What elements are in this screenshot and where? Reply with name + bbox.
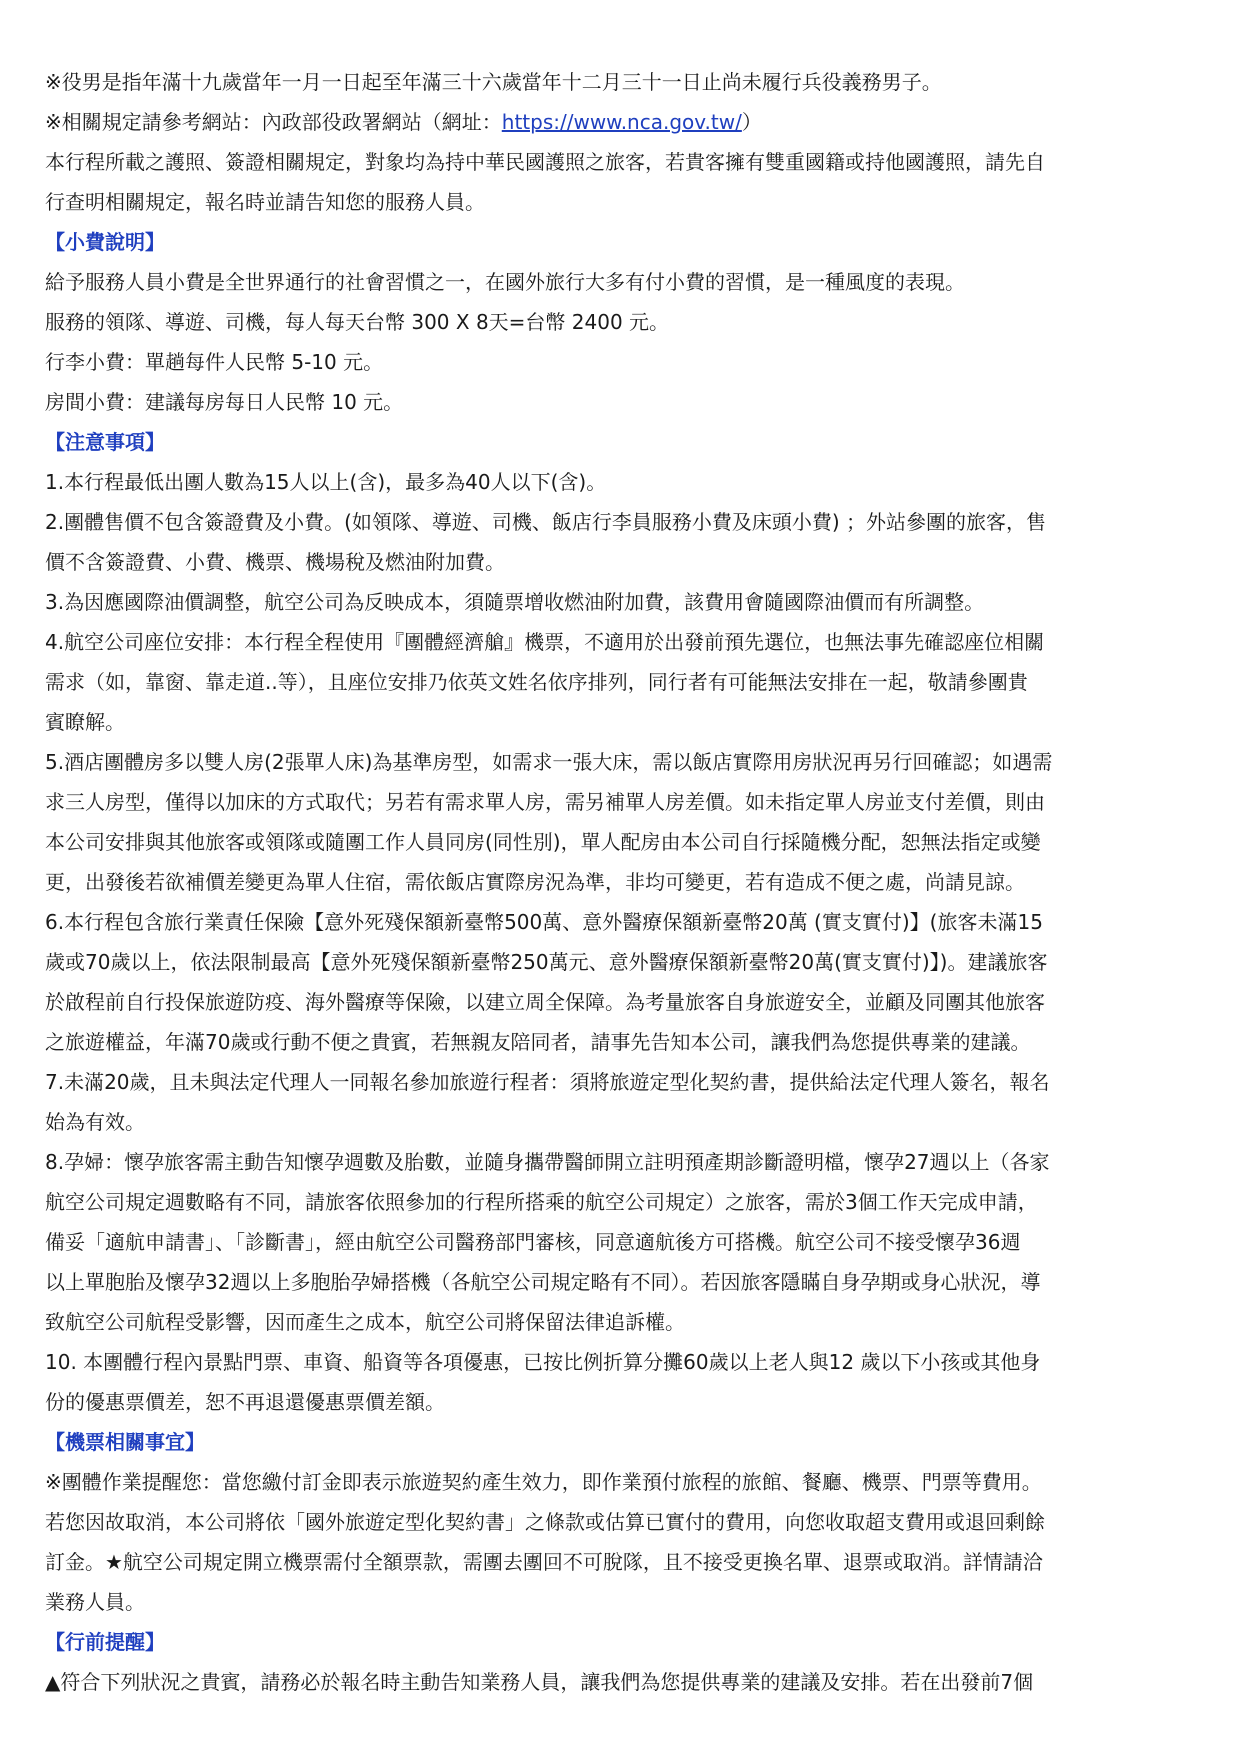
paragraph-line: 服務的領隊、導遊、司機，每人每天台幣 300 X 8天=台幣 2400 元。 — [45, 310, 670, 334]
paragraph-line: 需求（如，靠窗、靠走道..等），且座位安排乃依英文姓名依序排列，同行者有可能無法安排在一起，敬請參團貴 — [45, 670, 1028, 694]
paragraph-line: 若您因故取消，本公司將依「國外旅遊定型化契約書」之條款或估算已實付的費用，向您收取超支費用或退回剩餘 — [45, 1510, 1045, 1534]
paragraph-line: 本行程所載之護照、簽證相關規定，對象均為持中華民國護照之旅客，若貴客擁有雙重國籍或持他國護照，請先自 — [45, 150, 1045, 174]
paragraph-line: ※役男是指年滿十九歲當年一月一日起至年滿三十六歲當年十二月三十一日止尚未履行兵役義務男子。 — [45, 70, 942, 94]
paragraph-line: 本公司安排與其他旅客或領隊或隨團工作人員同房(同性別)，單人配房由本公司自行採隨機分配，恕無法指定或變 — [45, 830, 1041, 854]
paragraph-line: 價不含簽證費、小費、機票、機場稅及燃油附加費。 — [45, 550, 505, 574]
paragraph-line: 歲或70歲以上，依法限制最高【意外死殘保額新臺幣250萬元、意外醫療保額新臺幣20萬(實支實付)】)。建議旅客 — [45, 950, 1048, 974]
paragraph-line: 給予服務人員小費是全世界通行的社會習慣之一，在國外旅行大多有付小費的習慣，是一種風度的表現。 — [45, 270, 965, 294]
paragraph-line: 房間小費：建議每房每日人民幣 10 元。 — [45, 390, 404, 414]
section-heading: 【小費說明】 — [45, 230, 165, 254]
paragraph-line: 航空公司規定週數略有不同，請旅客依照參加的行程所搭乘的航空公司規定）之旅客，需於3個工作天完成申請， — [45, 1190, 1038, 1214]
paragraph-line: ※團體作業提醒您：當您繳付訂金即表示旅遊契約產生效力，即作業預付旅程的旅館、餐廳、機票、門票等費用。 — [45, 1470, 1042, 1494]
paragraph-line: 10. 本團體行程內景點門票、車資、船資等各項優惠，已按比例折算分攤60歲以上老人與12 歲以下小孩或其他身 — [45, 1350, 1041, 1374]
paragraph-line: 備妥「適航申請書」、「診斷書」，經由航空公司醫務部門審核，同意適航後方可搭機。航空公司不接受懷孕36週 — [45, 1230, 1021, 1254]
paragraph-line: 致航空公司航程受影響，因而產生之成本，航空公司將保留法律追訴權。 — [45, 1310, 685, 1334]
paragraph-line: 求三人房型，僅得以加床的方式取代；另若有需求單人房，需另補單人房差價。如未指定單人房並支付差價，則由 — [45, 790, 1045, 814]
paragraph-line: 2.團體售價不包含簽證費及小費。(如領隊、導遊、司機、飯店行李員服務小費及床頭小費) ；外站參團的旅客，售 — [45, 510, 1047, 534]
paragraph-line: 7.未滿20歲，且未與法定代理人一同報名參加旅遊行程者：須將旅遊定型化契約書，提供給法定代理人簽名，報名 — [45, 1070, 1050, 1094]
paragraph-line: ▲符合下列狀況之貴賓，請務必於報名時主動告知業務人員，讓我們為您提供專業的建議及安排。若在出發前7個 — [45, 1670, 1034, 1694]
paragraph-line: 份的優惠票價差，恕不再退還優惠票價差額。 — [45, 1390, 445, 1414]
paragraph-line: 以上單胞胎及懷孕32週以上多胞胎孕婦搭機（各航空公司規定略有不同）。若因旅客隱瞞自身孕期或身心狀況，導 — [45, 1270, 1041, 1294]
paragraph-line: 4.航空公司座位安排：本行程全程使用『團體經濟艙』機票，不適用於出發前預先選位，也無法事先確認座位相關 — [45, 630, 1045, 654]
nca-website-link[interactable]: https://www.nca.gov.tw/ — [501, 110, 742, 134]
paragraph-line: 更，出發後若欲補價差變更為單人住宿，需依飯店實際房況為準，非均可變更，若有造成不便之處，尚請見諒。 — [45, 870, 1025, 894]
section-heading: 【注意事項】 — [45, 430, 165, 454]
paragraph-line: 於啟程前自行投保旅遊防疫、海外醫療等保險，以建立周全保障。為考量旅客自身旅遊安全，並顧及同團其他旅客 — [45, 990, 1045, 1014]
paragraph-line: 6.本行程包含旅行業責任保險【意外死殘保額新臺幣500萬、意外醫療保額新臺幣20萬 (實支實付)】(旅客未滿15 — [45, 910, 1043, 934]
paragraph-line: 訂金。★航空公司規定開立機票需付全額票款，需團去團回不可脫隊，且不接受更換名單、退票或取消。詳情請洽 — [45, 1550, 1043, 1574]
paragraph-line: 5.酒店團體房多以雙人房(2張單人床)為基準房型，如需求一張大床，需以飯店實際用房狀況再另行回確認；如遇需 — [45, 750, 1053, 774]
paragraph-line: 業務人員。 — [45, 1590, 145, 1614]
paragraph-line: 8.孕婦：懷孕旅客需主動告知懷孕週數及胎數，並隨身攜帶醫師開立註明預產期診斷證明檔，懷孕27週以上（各家 — [45, 1150, 1050, 1174]
paragraph-line: 賓瞭解。 — [45, 710, 125, 734]
paragraph-line: 行查明相關規定，報名時並請告知您的服務人員。 — [45, 190, 485, 214]
section-heading: 【機票相關事宜】 — [45, 1430, 205, 1454]
reference-line — [45, 102, 1195, 142]
section-heading: 【行前提醒】 — [45, 1630, 165, 1654]
reference-suffix-text: ） — [741, 110, 762, 134]
reference-prefix-text: ※相關規定請參考網站：內政部役政署網站（網址： — [45, 110, 502, 134]
paragraph-line: 3.為因應國際油價調整，航空公司為反映成本，須隨票增收燃油附加費，該費用會隨國際油價而有所調整。 — [45, 590, 985, 614]
paragraph-line: 之旅遊權益，年滿70歲或行動不便之貴賓，若無親友陪同者，請事先告知本公司，讓我們為您提供專業的建議。 — [45, 1030, 1031, 1054]
paragraph-line: 始為有效。 — [45, 1110, 145, 1134]
paragraph-line: 1.本行程最低出團人數為15人以上(含)，最多為40人以下(含)。 — [45, 470, 607, 494]
paragraph-line: 行李小費：單趟每件人民幣 5-10 元。 — [45, 350, 384, 374]
